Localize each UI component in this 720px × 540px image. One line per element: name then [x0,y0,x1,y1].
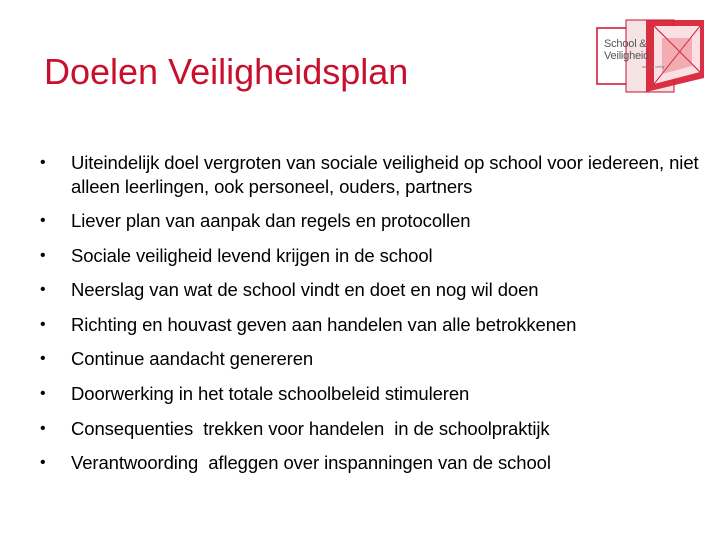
bullet-text: Richting en houvast geven aan handelen van alle betrokkenen [71,313,577,335]
bullet-item [40,244,715,268]
bullet-dot: • [40,350,46,368]
bullet-dot: • [40,384,46,402]
bullet-dot: • [40,246,46,264]
logo-subtitle: samen veilig [642,64,665,69]
bullet-text: Doorwerking in het totale schoolbeleid stimuleren [71,382,470,404]
bullet-list [40,151,715,486]
bullet-text: Verantwoording afleggen over inspanningen van de school [71,452,551,474]
bullet-text: Neerslag van wat de school vindt en doet en nog wil doen [71,279,539,301]
bullet-dot: • [40,281,46,299]
bullet-item [40,278,715,302]
bullet-dot: • [40,454,46,472]
bullet-dot: • [40,154,46,171]
bullet-item [40,417,715,441]
bullet-item [40,151,715,199]
bullet-text: Liever plan van aanpak dan regels en protocollen [71,210,471,231]
school-veiligheid-logo [596,18,704,94]
bullet-item [40,209,715,233]
bullet-dot: • [40,315,46,333]
bullet-item [40,451,715,475]
logo-text-line2: Veiligheid [604,50,650,62]
bullet-dot: • [40,212,46,229]
slide-title: Doelen Veiligheidsplan [44,51,409,92]
logo-text-line1: School & [604,38,647,50]
bullet-dot: • [40,419,46,437]
bullet-text: Continue aandacht genereren [71,348,314,370]
bullet-item [40,382,715,406]
logo-text [604,38,649,62]
bullet-text: Consequenties trekken voor handelen in de schoolpraktijk [71,417,550,439]
bullet-item [40,347,715,371]
bullet-text: Uiteindelijk doel vergroten van sociale veiligheid op school voor iedereen, niet alleen leerlingen, ook personeel, ouders, partners [71,152,704,197]
bullet-text: Sociale veiligheid levend krijgen in de school [71,244,433,266]
bullet-item [40,313,715,337]
